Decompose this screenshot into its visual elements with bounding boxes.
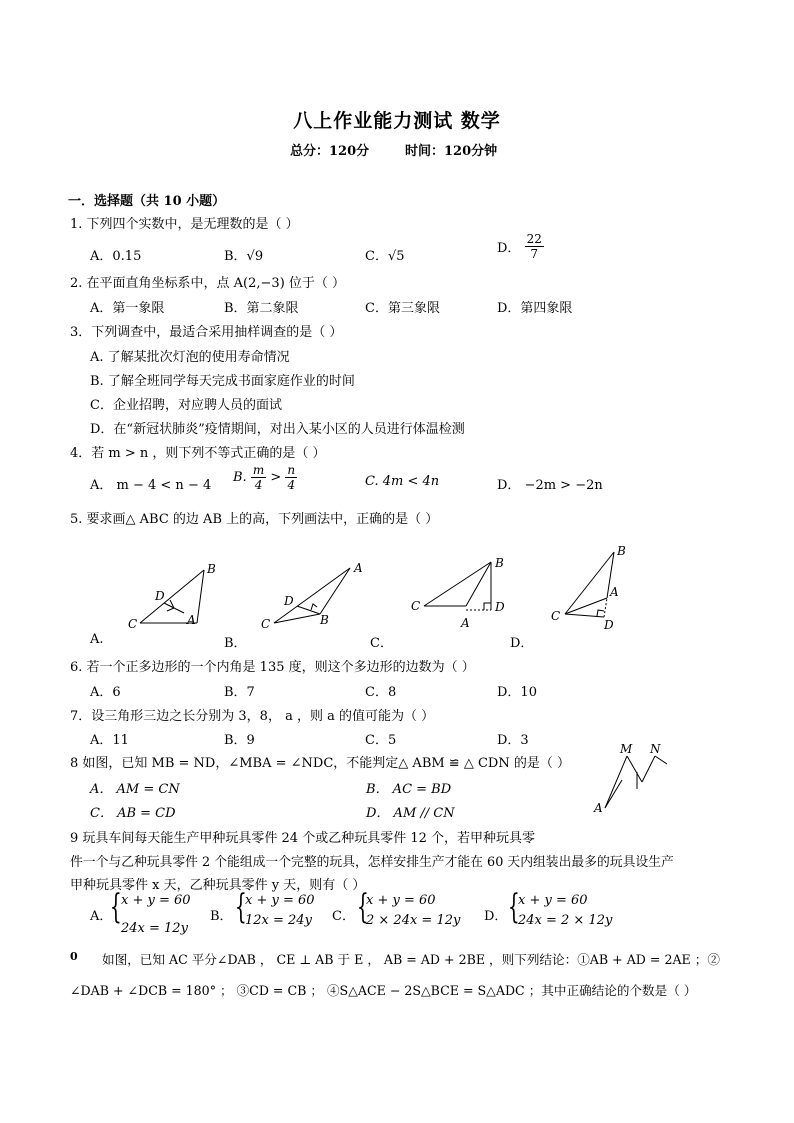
- q8-label-a: A: [594, 801, 603, 815]
- q5-figure-d: [565, 552, 614, 617]
- q5-option-a[interactable]: A.: [90, 632, 104, 647]
- fig-a-label-a: A: [187, 613, 196, 627]
- q4-option-c[interactable]: C. 4m < 4n: [365, 474, 440, 489]
- q4-option-b-label: B.: [233, 470, 247, 485]
- q9-line-2: 件一个与乙种玩具零件 2 个能组成一个完整的玩具，怎样安排生产才能在 60 天内组装出最多的玩具设生产: [70, 855, 674, 870]
- q9-option-c-eq2: 2 × 24x = 12y: [366, 913, 461, 928]
- q2-option-c[interactable]: C．第三象限: [365, 301, 440, 316]
- q1-option-c[interactable]: C．√5: [365, 249, 405, 264]
- q1-option-a[interactable]: A．0.15: [90, 249, 142, 264]
- q3-option-c[interactable]: C．企业招聘，对应聘人员的面试: [90, 398, 282, 413]
- q8-stem: 8 如图，已知 MB = ND，∠MBA = ∠NDC，不能判定△ ABM ≌ △ CDN 的是（ ）: [70, 756, 570, 771]
- fig-b-label-d: D: [284, 594, 294, 608]
- q6-option-b[interactable]: B．7: [224, 685, 255, 700]
- q9-line-1: 9 玩具车间每天能生产甲种玩具零件 24 个或乙种玩具零件 12 个，若甲种玩具零: [70, 831, 536, 846]
- q9-option-a-eq1: x + y = 60: [121, 893, 191, 908]
- q7-option-a[interactable]: A．11: [90, 733, 129, 748]
- q4-b-operator: >: [270, 470, 282, 485]
- q2-option-b[interactable]: B．第二象限: [224, 301, 299, 316]
- q3-option-d[interactable]: D．在“新冠状肺炎”疫情期间，对出入某小区的人员进行体温检测: [90, 422, 465, 437]
- fig-d-label-c: C: [551, 609, 561, 623]
- fig-d-label-a: A: [610, 585, 619, 599]
- q7-option-b[interactable]: B．9: [224, 733, 255, 748]
- q10-number: 0: [70, 950, 78, 963]
- q9-option-a-label[interactable]: A．: [90, 909, 113, 924]
- q8-option-b[interactable]: B． AC = BD: [366, 782, 452, 797]
- q4-b-left-fraction: $\frac{m}{4}$: [252, 463, 265, 492]
- q10-line-1: 如图，已知 AC 平分∠DAB ， CE ⊥ AB 于 E ， AB = AD + 2BE ，则下列结论：①AB + AD = 2AE ；②: [102, 952, 720, 967]
- q8-option-a[interactable]: A． AM = CN: [90, 782, 180, 797]
- q9-option-c-eq1: x + y = 60: [366, 893, 436, 908]
- q3-option-b[interactable]: B. 了解全班同学每天完成书面家庭作业的时间: [90, 374, 355, 389]
- q9-option-d-eq2: 24x = 2 × 12y: [518, 913, 613, 928]
- q5-stem: 5. 要求画△ ABC 的边 AB 上的高，下列画法中，正确的是（ ）: [70, 512, 439, 527]
- fig-b-label-c: C: [261, 617, 271, 631]
- fig-c-label-a: A: [461, 616, 470, 630]
- q1-option-b[interactable]: B．√9: [224, 249, 264, 264]
- fig-a-label-d: D: [155, 589, 165, 603]
- total-score: 总分：120分: [290, 144, 370, 159]
- q5-figure-c: [424, 562, 491, 610]
- q6-option-d[interactable]: D．10: [497, 685, 537, 700]
- q5-option-b[interactable]: B．: [224, 636, 247, 651]
- q1-option-d-fraction: $\frac{22}{7}$: [526, 232, 542, 261]
- q3-option-a[interactable]: A. 了解某批次灯泡的使用寿命情况: [90, 350, 290, 365]
- q9-option-d-eq1: x + y = 60: [518, 893, 588, 908]
- time-limit: 时间：120分钟: [405, 144, 498, 159]
- q8-label-n: N: [650, 742, 661, 756]
- fig-a-label-b: B: [207, 562, 216, 576]
- q8-label-m: M: [620, 742, 633, 756]
- q4-stem: 4．若 m > n ，则下列不等式正确的是（ ）: [70, 446, 326, 461]
- q8-figure: [605, 756, 667, 808]
- section-heading: 一．选择题（共 10 小题）: [68, 194, 226, 209]
- q9-option-b-label[interactable]: B．: [210, 909, 233, 924]
- q6-option-c[interactable]: C．8: [365, 685, 397, 700]
- q9-option-b-brace: {: [234, 887, 247, 927]
- q7-stem: 7．设三角形三边之长分别为 3，8， a ，则 a 的值可能为（ ）: [70, 709, 435, 724]
- q8-option-d[interactable]: D． AM // CN: [366, 806, 455, 821]
- page-title: 八上作业能力测试 数学: [293, 110, 501, 132]
- q4-b-right-fraction: $\frac{n}{4}$: [287, 463, 296, 492]
- fig-c-label-b: B: [495, 556, 504, 570]
- q9-option-b-eq1: x + y = 60: [245, 893, 315, 908]
- q9-option-b-eq2: 12x = 24y: [245, 913, 312, 928]
- q7-option-c[interactable]: C．5: [365, 733, 397, 748]
- q9-option-c-brace: {: [356, 887, 369, 927]
- fig-d-label-b: B: [617, 544, 626, 558]
- q2-option-a[interactable]: A．第一象限: [90, 301, 165, 316]
- q5-option-d[interactable]: D．: [510, 636, 534, 651]
- fig-c-label-d: D: [495, 600, 505, 614]
- q5-option-c[interactable]: C．: [370, 636, 393, 651]
- fig-b-label-b: B: [320, 613, 329, 627]
- fig-b-label-a: A: [354, 561, 363, 575]
- q1-stem: 1. 下列四个实数中，是无理数的是（ ）: [70, 217, 299, 232]
- q9-option-a-eq2: 24x = 12y: [121, 921, 188, 936]
- q10-line-2: ∠DAB + ∠DCB = 180° ； ③CD = CB ； ④S△ACE − 2S△BCE = S△ADC ；其中正确结论的个数是（ ）: [70, 983, 697, 998]
- q2-stem: 2. 在平面直角坐标系中，点 A(2,−3) 位于（ ）: [70, 276, 346, 291]
- q7-option-d[interactable]: D．3: [497, 733, 529, 748]
- q3-stem: 3．下列调查中，最适合采用抽样调查的是（ ）: [70, 325, 343, 340]
- q9-option-d-label[interactable]: D．: [484, 909, 508, 924]
- q2-option-d[interactable]: D．第四象限: [497, 301, 573, 316]
- fig-c-label-c: C: [411, 599, 421, 613]
- q4-option-d[interactable]: D． −2m > −2n: [497, 478, 603, 493]
- q9-option-d-brace: {: [507, 887, 520, 927]
- q9-option-a-brace: {: [109, 887, 122, 927]
- q6-option-a[interactable]: A．6: [90, 685, 121, 700]
- q6-stem: 6. 若一个正多边形的一个内角是 135 度，则这个多边形的边数为（ ）: [70, 660, 475, 675]
- fig-d-label-d: D: [604, 618, 614, 632]
- q1-option-d-label: D．: [497, 241, 521, 256]
- q9-option-c-label[interactable]: C．: [332, 909, 355, 924]
- fig-a-label-c: C: [128, 617, 138, 631]
- q8-option-c[interactable]: C． AB = CD: [90, 806, 176, 821]
- q9-line-3: 甲种玩具零件 x 天，乙种玩具零件 y 天，则有（ ）: [70, 878, 366, 893]
- q4-option-a[interactable]: A． m − 4 < n − 4: [90, 478, 212, 493]
